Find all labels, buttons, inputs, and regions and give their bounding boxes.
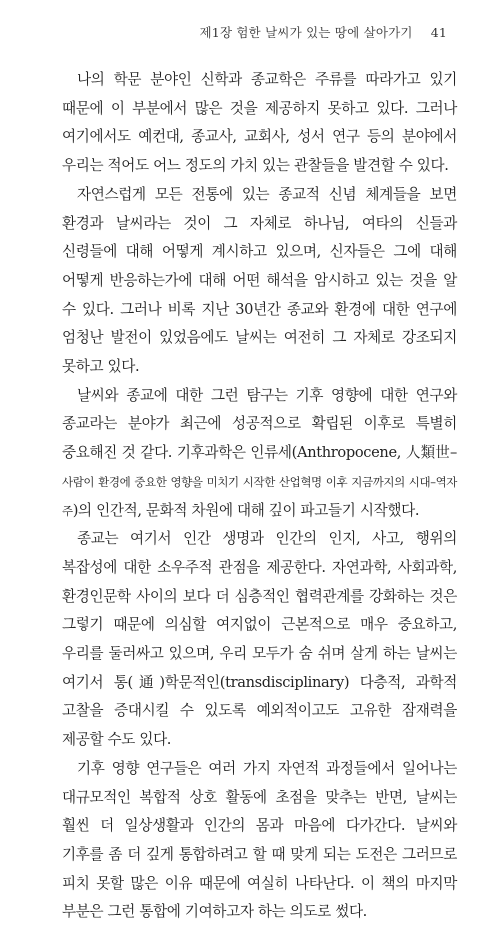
body-text xyxy=(62,66,457,927)
paragraph xyxy=(62,382,457,526)
running-title: 제1장 험한 날씨가 있는 땅에 살아가기 xyxy=(199,25,413,40)
paragraph-text: 날씨와 종교에 대한 그런 탐구는 기후 영향에 대한 연구와 종교라는 분야가 최근에 성공적으로 확립된 이후로 특별히 중요해진 것 같다. 기후과학은 인류세(Anthropocene, 人類世– xyxy=(62,386,457,462)
paragraph: 자연스럽게 모든 전통에 있는 종교적 신념 체계들을 보면 환경과 날씨라는 것이 그 자체로 하나님, 여타의 신들과 신령들에 대해 어떻게 계시하고 있으며, 신자들은 그에 대해 어떻게 반응하는가에 대해 어떤 해석을 암시하고 있는 것을 알 수 있다. 그러나 비록 지난 30년간 종교와 환경에 대한 연구에 엄청난 발전이 있었음에도 날씨는 여전히 그 자체로 강조되지 못하고 있다. xyxy=(62,185,457,376)
paragraph: 종교는 여기서 인간 생명과 인간의 인지, 사고, 행위의 복잡성에 대한 소우주적 관점을 제공한다. 자연과학, 사회과학, 환경인문학 사이의 보다 더 심층적인 협력관계를 강화하는 것은 그렇기 때문에 의심할 여지없이 근본적으로 매우 중요하고, 우리를 둘러싸고 있으며, 우리 모두가 숨 쉬며 살게 하는 날씨는 여기서 통(通)학문적인(transdisciplinary) 다층적, 과학적 고찰을 증대시킬 수 있도록 예외적이고도 고유한 잠재력을 제공할 수도 있다. xyxy=(62,530,457,749)
running-head xyxy=(0,23,447,41)
translator-note: 사람이 환경에 중요한 영향을 미치기 시작한 산업혁명 이후 지금까지의 시대–역자 주 xyxy=(62,474,457,518)
paragraph-text: )의 인간적, 문화적 차원에 대해 깊이 파고들기 시작했다. xyxy=(72,501,420,519)
paragraph: 기후 영향 연구들은 여러 가지 자연적 과정들에서 일어나는 대규모적인 복합적 상호 활동에 초점을 맞추는 반면, 날씨는 훨씬 더 일상생활과 인간의 몸과 마음에 다가간다. 날씨와 기후를 좀 더 깊게 통합하려고 할 때 맞게 되는 도전은 그러므로 피치 못할 많은 이유 때문에 여실히 나타난다. 이 책의 마지막 부분은 그런 통합에 기여하고자 하는 의도로 썼다. xyxy=(62,759,457,921)
page-number: 41 xyxy=(430,25,447,40)
paragraph: 나의 학문 분야인 신학과 종교학은 주류를 따라가고 있기 때문에 이 부분에서 많은 것을 제공하지 못하고 있다. 그러나 여기에서도 예컨대, 종교사, 교회사, 성서 연구 등의 분야에서 우리는 적어도 어느 정도의 가치 있는 관찰들을 발견할 수 있다. xyxy=(62,71,457,175)
